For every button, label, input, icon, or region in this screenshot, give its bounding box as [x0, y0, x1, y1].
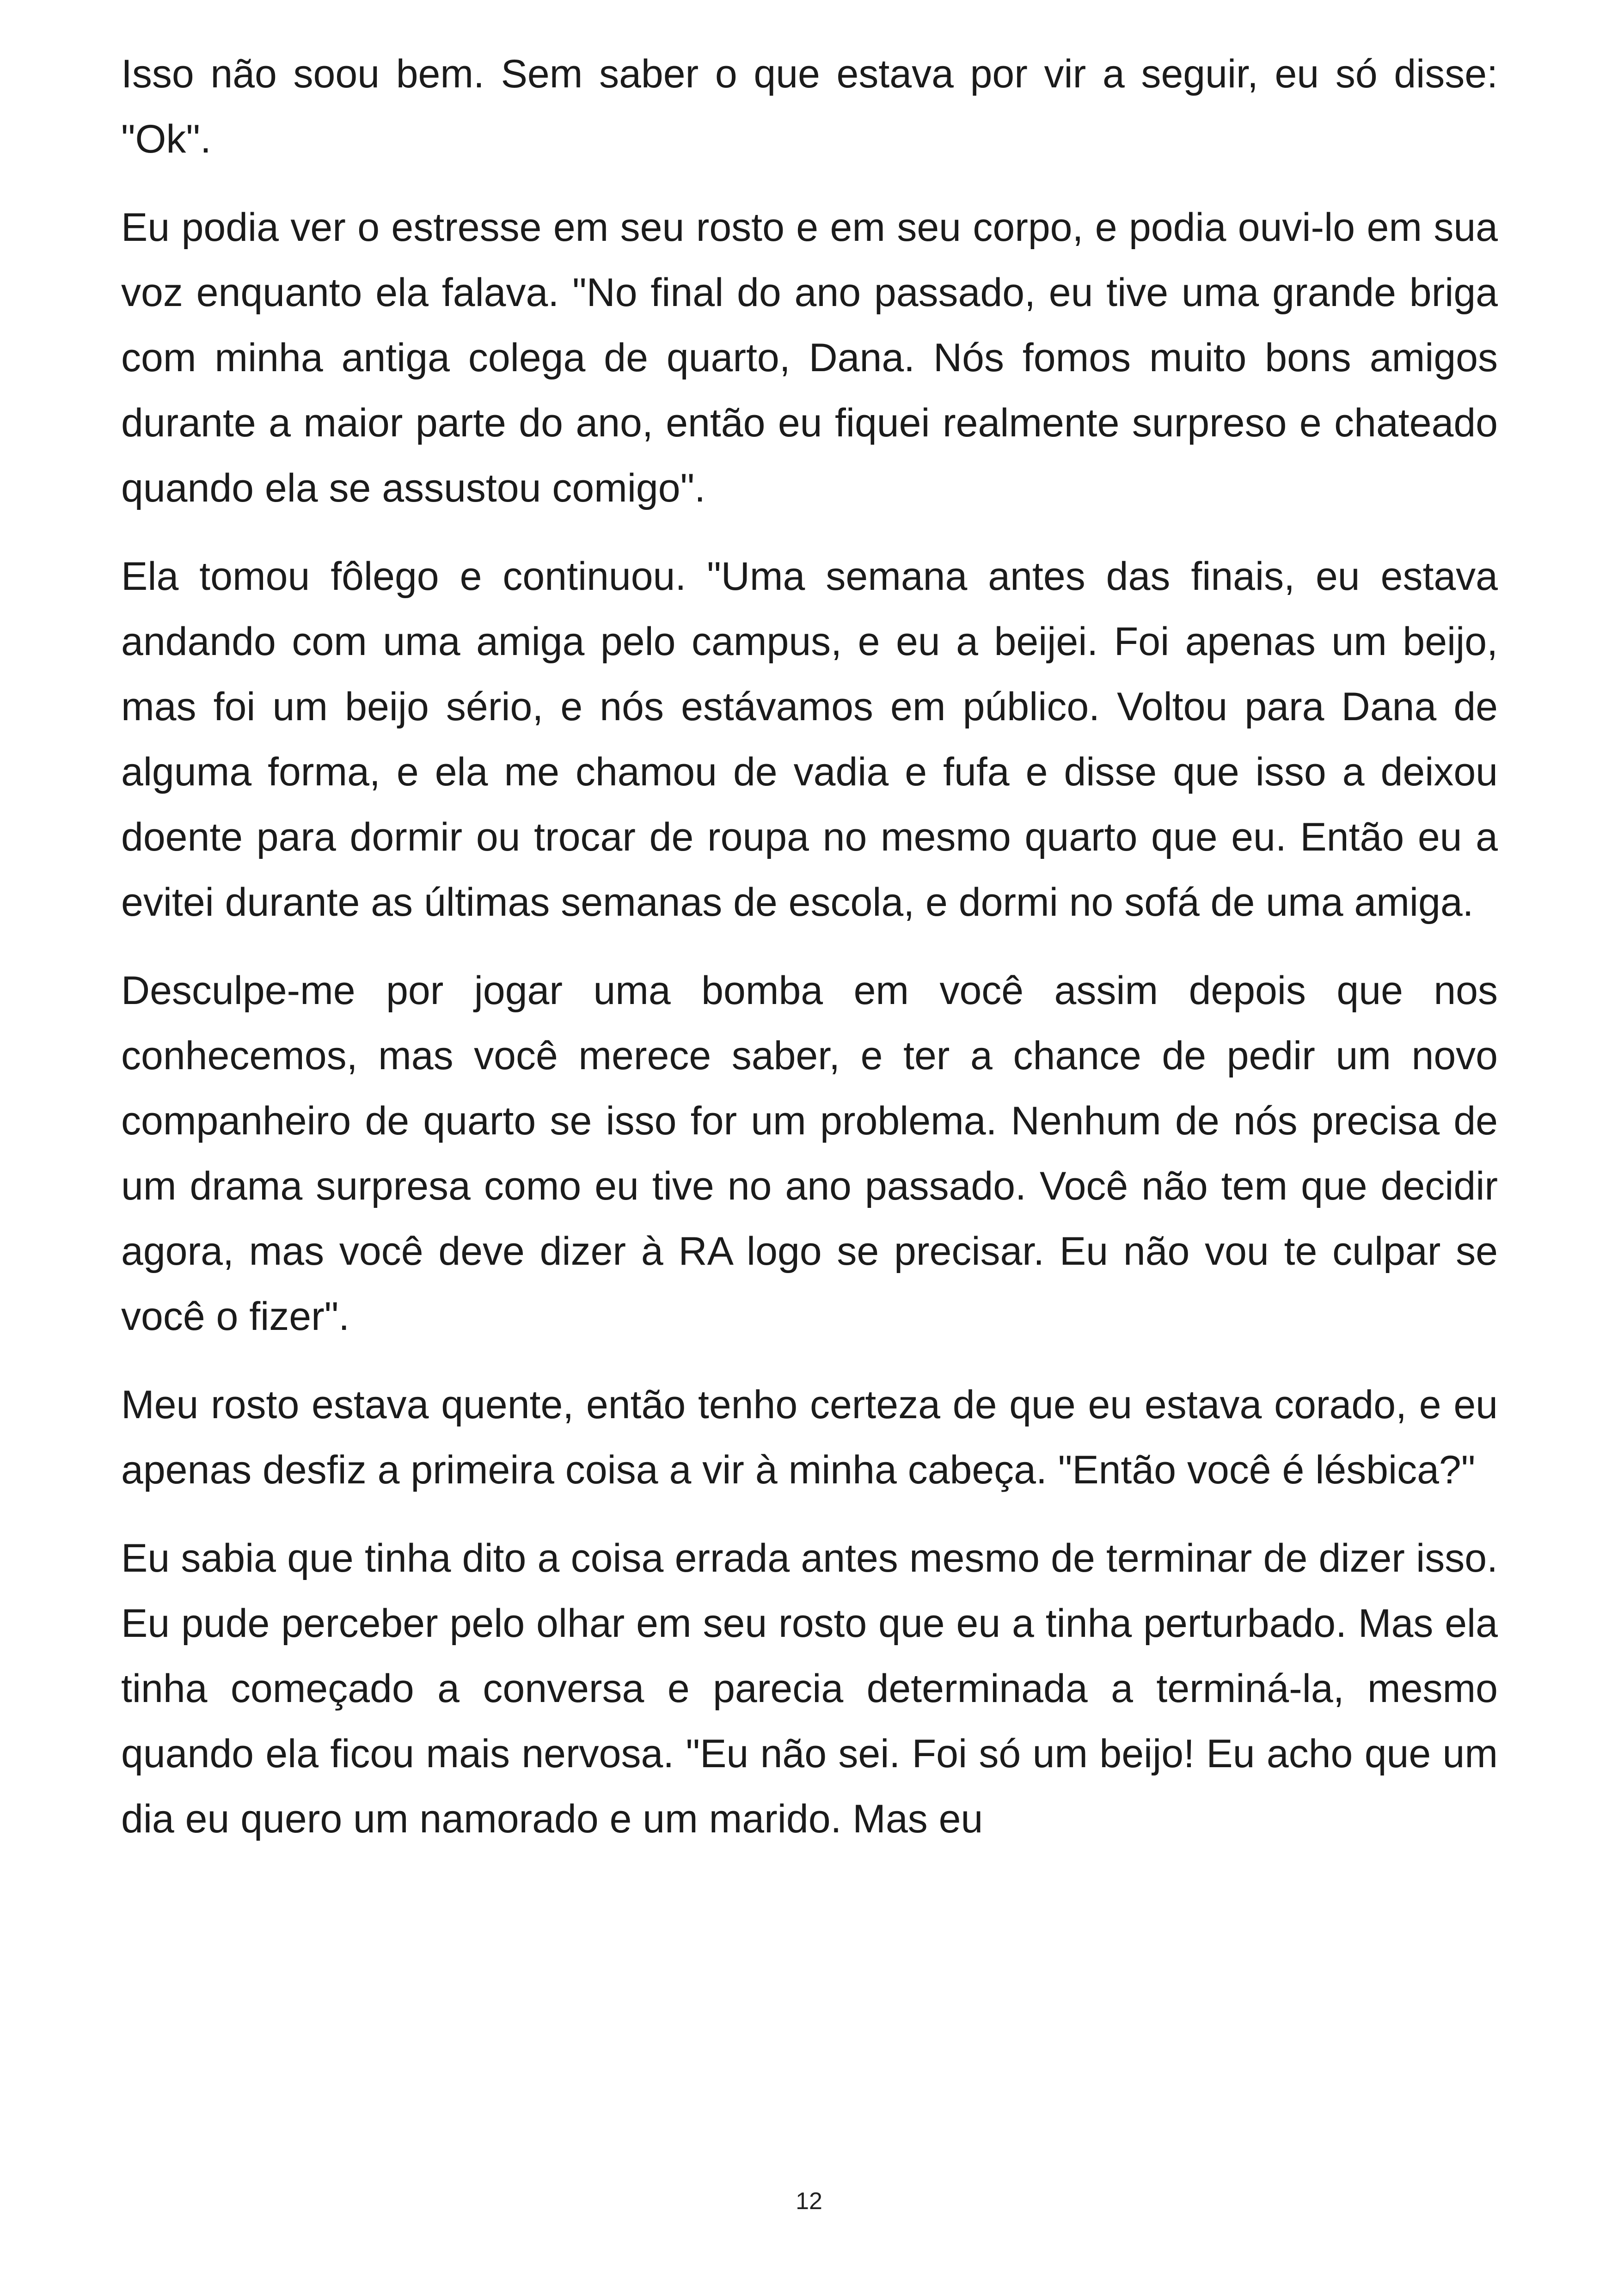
paragraph-5: Meu rosto estava quente, então tenho certeza de que eu estava corado, e eu apenas desfiz a primeira coisa a vir à minha cabeça. "Então você é lésbica?"	[121, 1383, 1498, 1492]
paragraph-1: Isso não soou bem. Sem saber o que estava por vir a seguir, eu só disse: "Ok".	[121, 52, 1498, 161]
page-number: 12	[796, 2188, 822, 2215]
paragraph-4: Desculpe-me por jogar uma bomba em você assim depois que nos conhecemos, mas você merece saber, e ter a chance de pedir um novo companheiro de quarto se isso for um problema. Nenhum de nós precisa de um drama surpresa como eu tive no ano passado. Você não tem que decidir agora, mas você deve dizer à RA logo se precisar. Eu não vou te culpar se você o fizer".	[121, 968, 1498, 1339]
paragraph-3: Ela tomou fôlego e continuou. "Uma semana antes das finais, eu estava andando com uma amiga pelo campus, e eu a beijei. Foi apenas um beijo, mas foi um beijo sério, e nós estávamos em público. Voltou para Dana de alguma forma, e ela me chamou de vadia e fufa e disse que isso a deixou doente para dormir ou trocar de roupa no mesmo quarto que eu. Então eu a evitei durante as últimas semanas de escola, e dormi no sofá de uma amiga.	[121, 554, 1498, 925]
paragraph-2: Eu podia ver o estresse em seu rosto e em seu corpo, e podia ouvi-lo em sua voz enquanto ela falava. "No final do ano passado, eu tive uma grande briga com minha antiga colega de quarto, Dana. Nós fomos muito bons amigos durante a maior parte do ano, então eu fiquei realmente surpreso e chateado quando ela se assustou comigo".	[121, 205, 1498, 510]
body-text	[121, 42, 1498, 1875]
paragraph-6: Eu sabia que tinha dito a coisa errada antes mesmo de terminar de dizer isso. Eu pude perceber pelo olhar em seu rosto que eu a tinha perturbado. Mas ela tinha começado a conversa e parecia determinada a terminá-la, mesmo quando ela ficou mais nervosa. "Eu não sei. Foi só um beijo! Eu acho que um dia eu quero um namorado e um marido. Mas eu	[121, 1536, 1498, 1841]
